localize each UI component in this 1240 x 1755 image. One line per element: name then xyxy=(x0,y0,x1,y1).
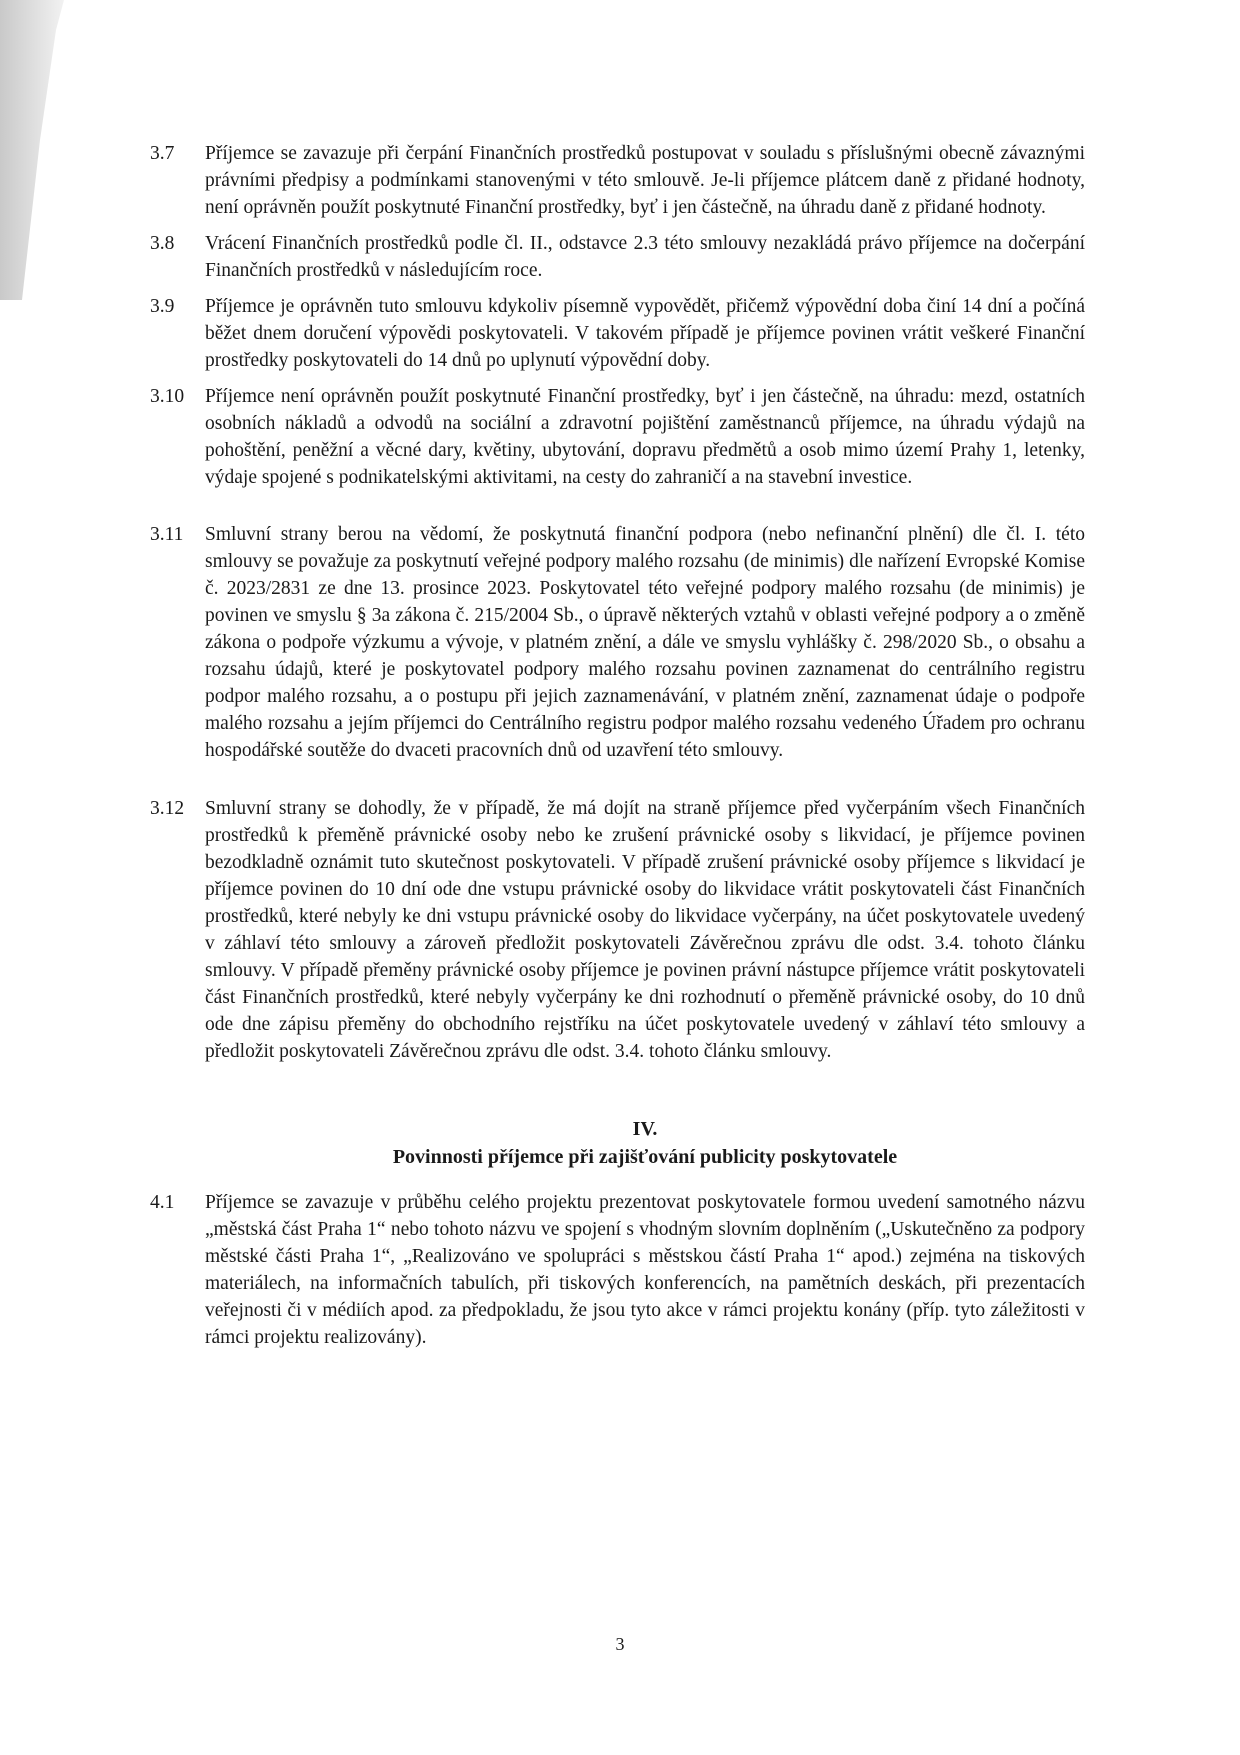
clause-number: 4.1 xyxy=(150,1192,175,1213)
clause-text: Vrácení Finančních prostředků podle čl. II., odstavce 2.3 této smlouvy nezakládá právo příjemce na dočerpání Finančních prostředků v následujícím roce. xyxy=(205,233,1085,281)
document-page xyxy=(150,140,1085,1351)
clause-3-8 xyxy=(150,230,1085,284)
clause-text: Příjemce není oprávněn použít poskytnuté Finanční prostředky, byť i jen částečně, na úhradu: mezd, ostatních osobních nákladů a odvodů na sociální a zdravotní pojištění zaměstnanců příjemce, na úhradu výdajů na pohoštění, peněžní a věcné dary, květiny, ubytování, dopravu předmětů a osob mimo území Prahy 1, letenky, výdaje spojené s podnikatelskými aktivitami, na cesty do zahraničí a na stavební investice. xyxy=(205,386,1085,488)
clause-text: Příjemce se zavazuje v průběhu celého projektu prezentovat poskytovatele formou uvedení samotného názvu „městská část Praha 1“ nebo tohoto názvu ve spojení s vhodným slovním doplněním („Uskutečněno za podpory městské části Praha 1“, „Realizováno ve spolupráci s městskou částí Praha 1“ apod.) zejména na tiskových materiálech, na informačních tabulích, při tiskových konferencích, na pamětních deskách, při prezentacích veřejnosti či v médiích apod. za předpokladu, že jsou tyto akce v rámci projektu konány (příp. tyto záležitosti v rámci projektu realizovány). xyxy=(205,1192,1085,1348)
clause-number: 3.12 xyxy=(150,798,185,819)
page-number: 3 xyxy=(615,1634,625,1654)
clause-text: Smluvní strany berou na vědomí, že poskytnutá finanční podpora (nebo nefinanční plnění) dle čl. I. této smlouvy se považuje za poskytnutí veřejné podpory malého rozsahu (de minimis) dle nařízení Evropské Komise č. 2023/2831 ze dne 13. prosince 2023. Poskytovatel této veřejné podpory malého rozsahu (de minimis) je povinen ve smyslu § 3a zákona č. 215/2004 Sb., o úpravě některých vztahů v oblasti veřejné podpory a o změně zákona o podpoře výzkumu a vývoje, v platném znění, a dále ve smyslu vyhlášky č. 298/2020 Sb., o obsahu a rozsahu údajů, které je poskytovatel podpory malého rozsahu povinen zaznamenat do centrálního registru podpor malého rozsahu, a o postupu při jejich zaznamenávání, v platném znění, zaznamenat údaje o podpoře malého rozsahu a jejím příjemci do Centrálního registru podpor malého rozsahu vedeného Úřadem pro ochranu hospodářské soutěže do dvaceti pracovních dnů od uzavření této smlouvy. xyxy=(205,524,1085,761)
clause-3-7 xyxy=(150,140,1085,221)
clause-number: 3.8 xyxy=(150,233,175,254)
clause-text: Příjemce je oprávněn tuto smlouvu kdykoliv písemně vypovědět, přičemž výpovědní doba činí 14 dní a počíná běžet dnem doručení výpovědi poskytovateli. V takovém případě je příjemce povinen vrátit veškeré Finanční prostředky poskytovateli do 14 dnů po uplynutí výpovědní doby. xyxy=(205,296,1085,371)
clause-number: 3.9 xyxy=(150,296,175,317)
clause-3-9 xyxy=(150,293,1085,374)
clause-text: Příjemce se zavazuje při čerpání Finančních prostředků postupovat v souladu s příslušnými obecně závaznými právními předpisy a podmínkami stanovenými v této smlouvě. Je-li příjemce plátcem daně z přidané hodnoty, není oprávněn použít poskytnuté Finanční prostředky, byť i jen částečně, na úhradu daně z přidané hodnoty. xyxy=(205,143,1085,218)
clause-3-11 xyxy=(150,521,1085,764)
clause-number: 3.11 xyxy=(150,524,184,545)
clause-number: 3.7 xyxy=(150,143,175,164)
clause-4-1 xyxy=(150,1189,1085,1351)
section-roman-numeral: IV. xyxy=(632,1118,658,1140)
section-title: Povinnosti příjemce při zajišťování publicity poskytovatele xyxy=(392,1146,898,1168)
clause-text: Smluvní strany se dohodly, že v případě, že má dojít na straně příjemce před vyčerpáním všech Finančních prostředků k přeměně právnické osoby nebo ke zrušení právnické osoby s likvidací, je příjemce povinen bezodkladně oznámit tuto skutečnost poskytovateli. V případě zrušení právnické osoby příjemce s likvidací je příjemce povinen do 10 dní ode dne vstupu právnické osoby do likvidace vrátit poskytovateli část Finančních prostředků, které nebyly ke dni vstupu právnické osoby do likvidace vyčerpány, na účet poskytovatele uvedený v záhlaví této smlouvy a zároveň předložit poskytovateli Závěrečnou zprávu dle odst. 3.4. tohoto článku smlouvy. V případě přeměny právnické osoby příjemce je povinen právní nástupce příjemce vrátit poskytovateli část Finančních prostředků, které nebyly vyčerpány ke dni rozhodnutí o přeměně právnické osoby, do 10 dnů ode dne zápisu přeměny do obchodního rejstříku na účet poskytovatele uvedený v záhlaví této smlouvy a předložit poskytovateli Závěrečnou zprávu dle odst. 3.4. tohoto článku smlouvy. xyxy=(205,798,1085,1062)
scan-edge-shadow xyxy=(0,0,70,300)
clause-3-12 xyxy=(150,795,1085,1065)
clause-number: 3.10 xyxy=(150,386,185,407)
clause-3-10 xyxy=(150,383,1085,491)
